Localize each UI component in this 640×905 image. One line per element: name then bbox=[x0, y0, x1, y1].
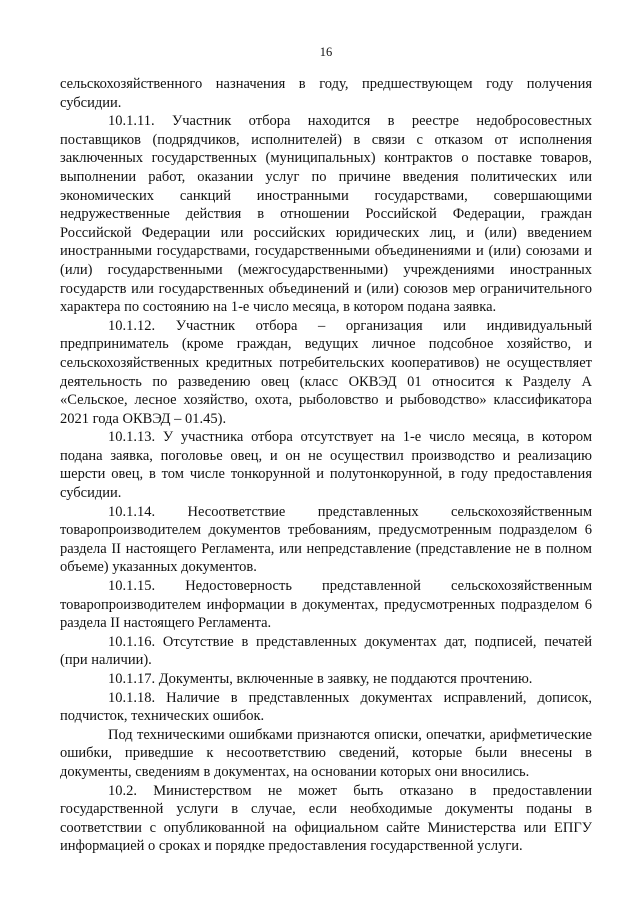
paragraph-10-1-11: 10.1.11. Участник отбора находится в реестре недобросовестных поставщиков (подрядчиков, исполнителей) в связи с отказом от исполнения заключенных государственных (муниципальных) контрактов о поставке товаров, выполнении работ, оказании услуг по причине введения политических или экономических санкций иностранными государствами, совершающими недружественные действия в отношении Российской Федерации, граждан Российской Федерации или российских юридических лиц, и (или) введением иностранными государствами, государственными объединениями и (или) союзами и (или) государственными (межгосударственными) учреждениями иностранных государств или государственных объединений и (или) союзов мер ограничительного характера по состоянию на 1-е число месяца, в котором подана заявка. bbox=[60, 113, 592, 316]
paragraph-technical-errors: Под техническими ошибками признаются описки, опечатки, арифметические ошибки, приведшие к несоответствию сведений, которые были внесены в документы, сведениям в документах, на основании которых они вносились. bbox=[60, 726, 592, 780]
paragraph-10-1-17: 10.1.17. Документы, включенные в заявку, не поддаются прочтению. bbox=[108, 671, 533, 687]
paragraph-10-1-14: 10.1.14. Несоответствие представленных сельскохозяйственным товаропроизводителем документов требованиям, предусмотренным подразделом 6 раздела II настоящего Регламента, или непредставление (представление не в полном объеме) указанных документов. bbox=[60, 503, 592, 576]
paragraph-continued: сельскохозяйственного назначения в году, предшествующем году получения субсидии. bbox=[60, 76, 592, 111]
paragraph-10-1-16: 10.1.16. Отсутствие в представленных документах дат, подписей, печатей (при наличии). bbox=[60, 633, 592, 669]
document-body bbox=[60, 75, 592, 856]
paragraph-10-2: 10.2. Министерством не может быть отказано в предоставлении государственной услуги в случае, если необходимые документы поданы в соответствии с опубликованной на официальном сайте Министерства или ЕПГУ информацией о сроках и порядке предоставления государственной услуги. bbox=[60, 782, 592, 855]
page-number: 16 bbox=[319, 45, 333, 59]
paragraph-10-1-12: 10.1.12. Участник отбора – организация или индивидуальный предприниматель (кроме граждан, ведущих личное подсобное хозяйство, и сельскохозяйственных кредитных потребительских кооперативов) не осуществляет деятельность по разведению овец (класс ОКВЭД 01 относится к Разделу А «Сельское, лесное хозяйство, охота, рыболовство и рыбоводство» классификатора 2021 года ОКВЭД – 01.45). bbox=[60, 317, 592, 427]
paragraph-10-1-13: 10.1.13. У участника отбора отсутствует на 1-е число месяца, в котором подана заявка, поголовье овец, и он не осуществил производство и реализацию шерсти овец, в том числе тонкорунной и полутонкорунной, в году предоставления субсидии. bbox=[60, 429, 592, 502]
paragraph-10-1-18: 10.1.18. Наличие в представленных документах исправлений, дописок, подчисток, технических ошибок. bbox=[60, 689, 592, 725]
paragraph-10-1-15: 10.1.15. Недостоверность представленной сельскохозяйственным товаропроизводителем информации в документах, предусмотренных подразделом 6 раздела II настоящего Регламента. bbox=[60, 578, 592, 632]
